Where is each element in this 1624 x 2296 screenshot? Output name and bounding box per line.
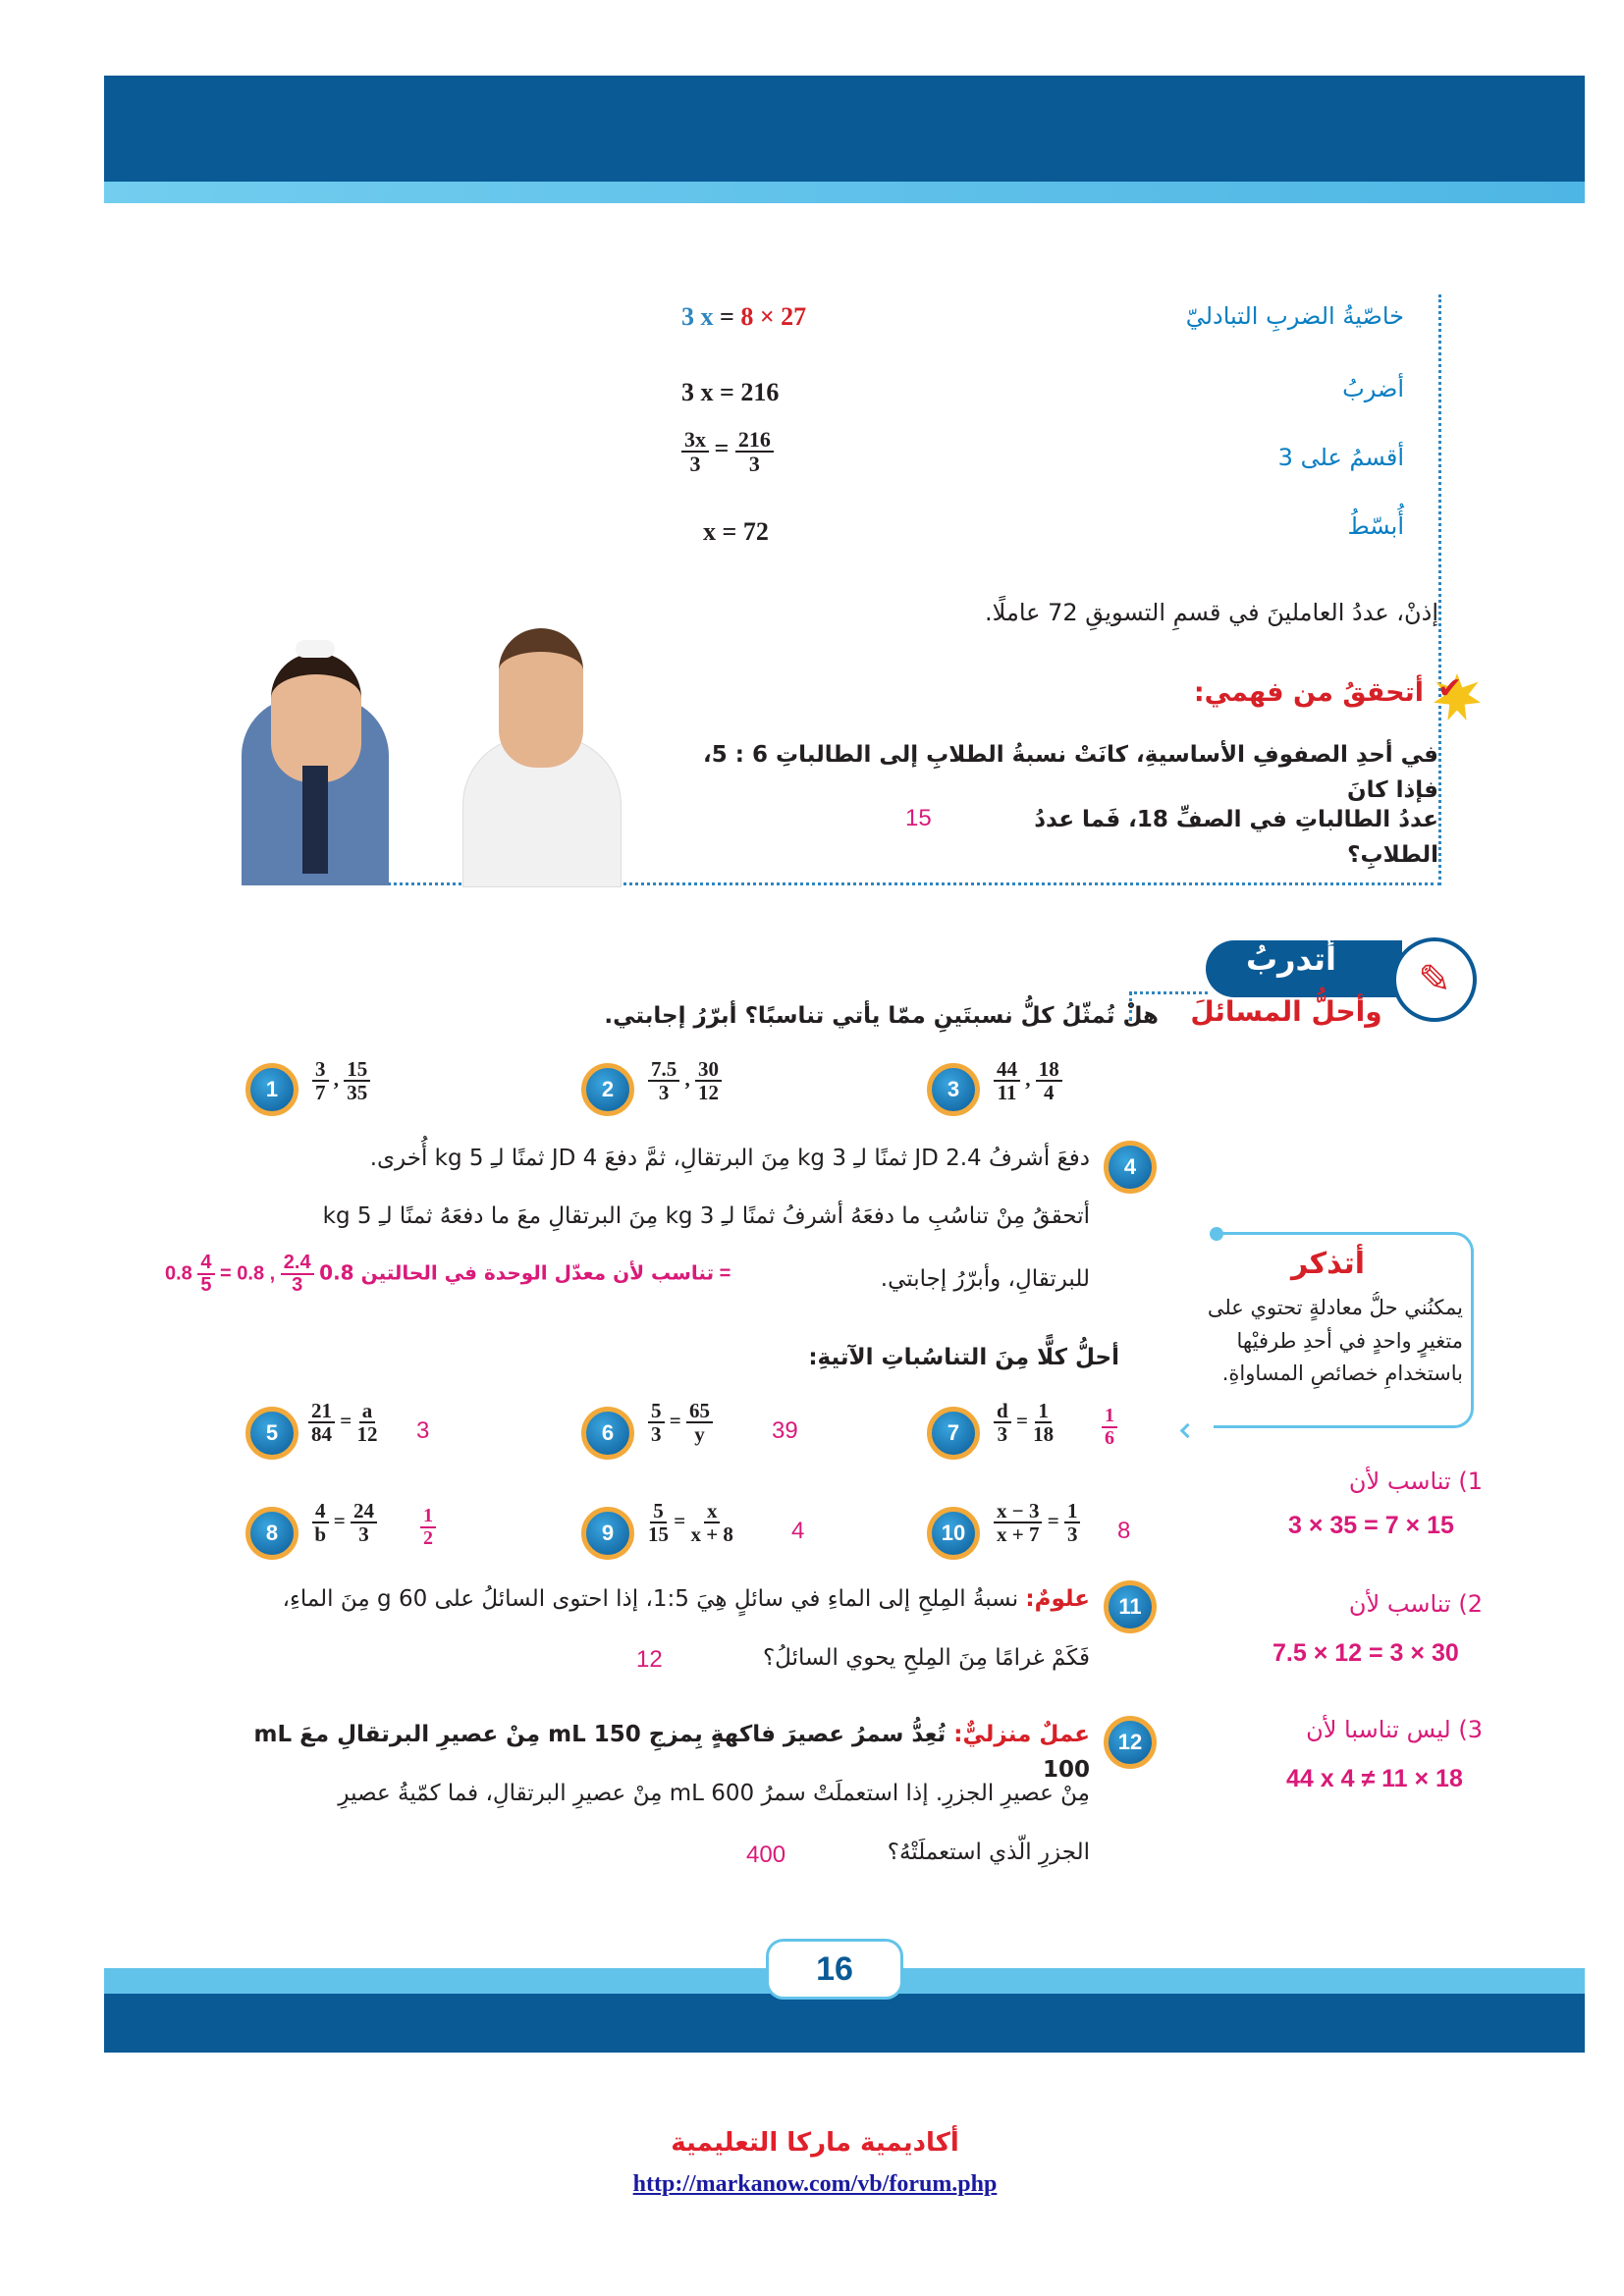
- margin-answer-2-expr: 7.5 × 12 = 3 × 30: [1272, 1639, 1459, 1667]
- question-number-6: 6: [581, 1407, 634, 1460]
- question-number-10: 10: [927, 1507, 980, 1560]
- step-label-multiply: أضربُ: [1342, 375, 1404, 402]
- question-11-line-2: فَكَمْ غرامًا مِنَ المِلحِ يحوي السائلُ؟: [762, 1645, 1090, 1671]
- question-4-line-3: للبرتقالِ، وأبرّرُ إجابتي.: [880, 1266, 1090, 1292]
- question-5-proportion: $\frac{21}{84}$ = $\frac{a}{12}$: [308, 1400, 377, 1445]
- step-label-commutative: خاصّيةُ الضربِ التبادليّ: [1185, 302, 1404, 330]
- question-6-answer: 39: [772, 1417, 798, 1444]
- practice-dotted-line: [1129, 991, 1208, 994]
- footer-band: [104, 1994, 1585, 2053]
- margin-answer-2-label: 2) تناسب لأن: [1348, 1590, 1483, 1618]
- remember-arrow-icon: [1180, 1423, 1196, 1439]
- question-12-answer: 400: [746, 1842, 786, 1868]
- practice-title-line2: وأحلُّ المسائلَ: [1190, 995, 1382, 1028]
- margin-answer-1-label: 1) تناسب لأن: [1348, 1468, 1483, 1495]
- check-title: أتحققُ من فهمي:: [1193, 677, 1424, 708]
- question-5-answer: 3: [416, 1417, 430, 1444]
- header-band-light: [104, 182, 1585, 203]
- practice-title-line1: أتدربُ: [1245, 940, 1337, 978]
- margin-answer-3-expr: 44 x 4 ≠ 11 × 18: [1286, 1765, 1463, 1792]
- step-expr-commutative: 3 x = 8 × 27: [681, 302, 807, 331]
- question-number-12: 12: [1104, 1716, 1157, 1769]
- question-9-answer: 4: [791, 1518, 805, 1544]
- step-expr-simplify: x = 72: [703, 517, 769, 546]
- academy-name: أكاديمية ماركا التعليمية: [671, 2128, 959, 2158]
- question-4-answer: تناسب لأن معدّل الوحدة في الحالتين 0.8 $\frac{2.4}{3}$ , 0.8 = $\frac{4}{5}$ 0.8 =: [165, 1252, 731, 1296]
- check-line-1: في أحدِ الصفوفِ الأساسيةِ، كانَتْ نسبةُ الطلابِ إلى الطالباتِ 6 : 5، فإذا كانَ: [703, 742, 1438, 803]
- question-2-ratios: $\frac{7.5}{3}$ , $\frac{30}{12}$: [648, 1058, 722, 1103]
- remember-body: يمكنُني حلُّ معادلةٍ تحتوي على متغيرٍ واحدٍ في أحدِ طرفيْها باستخدامِ خصائصِ المساواةِ.: [1207, 1296, 1463, 1386]
- practice-intro-1: هلْ تُمثّلُ كلُّ نسبتَينِ ممّا يأتي تناسبًا؟ أبرّرُ إجابتي.: [604, 1003, 1159, 1029]
- page-number: 16: [766, 1939, 903, 2000]
- question-3-ratios: $\frac{44}{11}$ , $\frac{18}{4}$: [994, 1058, 1062, 1103]
- question-7-proportion: $\frac{d}{3}$ = $\frac{1}{18}$: [994, 1400, 1054, 1445]
- question-8-proportion: $\frac{4}{b}$ = $\frac{24}{3}$: [312, 1500, 377, 1545]
- question-4-line-2: أتحققُ مِنْ تناسُبِ ما دفعَهُ أشرفُ ثمنًا لـِ kg 3 مِنَ البرتقالِ معَ ما دفعَهُ ثمنًا لـِ kg 5: [322, 1203, 1090, 1229]
- margin-answer-1-expr: 3 × 35 = 7 × 15: [1288, 1512, 1454, 1539]
- question-7-answer: $\frac{1}{6}$: [1102, 1406, 1117, 1449]
- question-number-7: 7: [927, 1407, 980, 1460]
- header-band: [104, 76, 1585, 182]
- question-12-line-3: الجزرِ الّذي استعملَتْهُ؟: [887, 1840, 1090, 1865]
- remember-dot: [1210, 1227, 1223, 1241]
- girl-tie: [302, 766, 328, 874]
- question-number-9: 9: [581, 1507, 634, 1560]
- question-number-5: 5: [245, 1407, 298, 1460]
- question-number-2: 2: [581, 1063, 634, 1116]
- students-illustration: [242, 628, 634, 885]
- pencil-icon: ✎: [1392, 937, 1477, 1022]
- question-8-answer: $\frac{1}{2}$: [420, 1506, 436, 1549]
- question-1-ratios: $\frac{3}{7}$ , $\frac{15}{35}$: [312, 1058, 370, 1103]
- question-4-line-1: دفعَ أشرفُ JD 2.4 ثمنًا لـِ kg 3 مِنَ البرتقالِ، ثمَّ دفعَ JD 4 ثمنًا لـِ kg 5 أُخرى.: [369, 1146, 1090, 1171]
- question-9-proportion: $\frac{5}{15}$ = $\frac{x}{x + 8}$: [648, 1499, 733, 1547]
- girl-head: [271, 653, 361, 782]
- example-conclusion: إذنْ، عددُ العاملينَ في قسمِ التسويقِ 72 عاملًا.: [985, 599, 1438, 626]
- question-12-line-1: عملٌ منزليٌّ: تُعِدُّ سمرُ عصيرَ فاكهةٍ بِمزجِ mL 150 مِنْ عصيرِ البرتقالِ معَ mL 100: [253, 1722, 1090, 1783]
- question-number-1: 1: [245, 1063, 298, 1116]
- forum-link[interactable]: http://markanow.com/vb/forum.php: [632, 2171, 998, 2197]
- question-number-11: 11: [1104, 1580, 1157, 1633]
- margin-answer-3-label: 3) ليس تناسبا لأن: [1306, 1716, 1483, 1743]
- question-10-answer: 8: [1117, 1518, 1131, 1544]
- question-11-answer: 12: [636, 1646, 663, 1673]
- boy-head: [499, 628, 583, 768]
- question-number-4: 4: [1104, 1141, 1157, 1194]
- question-6-proportion: $\frac{5}{3}$ = $\frac{65}{y}$: [648, 1400, 713, 1445]
- question-10-proportion: $\frac{x - 3}{x + 7}$ = $\frac{1}{3}$: [994, 1500, 1080, 1545]
- question-number-8: 8: [245, 1507, 298, 1560]
- step-expr-divide: $\frac{3x}{3}$ = $\frac{216}{3}$: [681, 428, 774, 475]
- step-label-simplify: أُبسّطُ: [1347, 512, 1404, 540]
- check-mark-icon: ✔: [1437, 671, 1463, 706]
- step-label-divide: أقسمُ على 3: [1277, 444, 1404, 471]
- practice-intro-2: أحلُّ كلًّا مِنَ التناسُباتِ الآتيةِ:: [808, 1345, 1119, 1370]
- check-line-2: عددُ الطالباتِ في الصفِّ 18، فَما عددُ الطلابِ؟: [1034, 807, 1438, 868]
- question-11-line-1: علومٌ: نسبةُ المِلحِ إلى الماءِ في سائلٍ هِيَ 1:5، إذا احتوى السائلُ على g 60 مِنَ الماءِ،: [282, 1586, 1090, 1612]
- remember-title: أتذكر: [1291, 1247, 1365, 1281]
- check-answer: 15: [905, 805, 932, 831]
- step-expr-multiply: 3 x = 216: [681, 378, 780, 406]
- question-12-line-2: مِنْ عصيرِ الجزرِ. إذا استعملَتْ سمرُ mL 600 مِنْ عصيرِ البرتقالِ، فما كمّيةُ عصيرِ: [338, 1781, 1090, 1806]
- hair-bow: [296, 640, 335, 658]
- question-number-3: 3: [927, 1063, 980, 1116]
